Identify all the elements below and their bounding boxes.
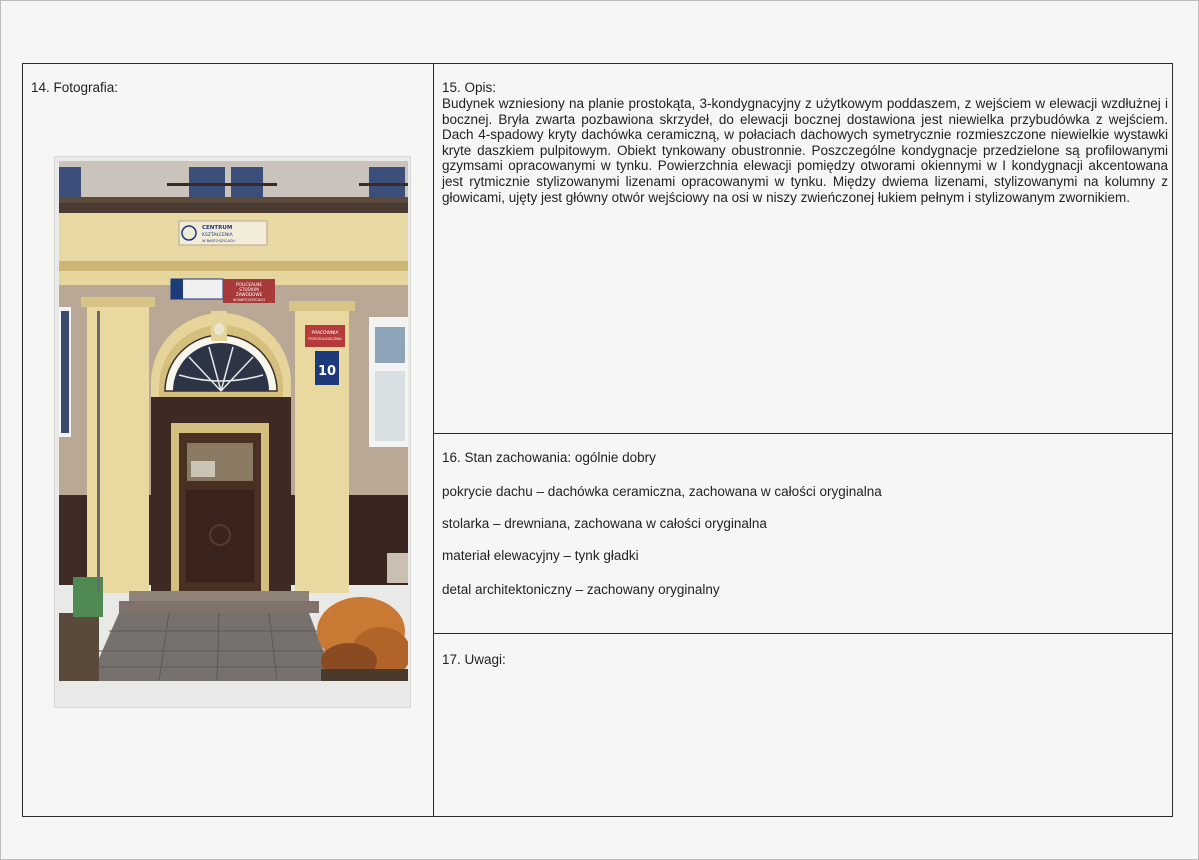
sign-center-line3: W BARTOSZYCACH xyxy=(202,239,235,243)
photo-cell xyxy=(23,64,434,816)
remarks-cell xyxy=(434,634,1172,816)
sign-ped-line4: W BARTOSZYCACH xyxy=(233,298,265,302)
sign-center-line1: CENTRUM xyxy=(202,225,233,231)
sign-psych-line2: PSYCHOLOGICZNA xyxy=(308,337,342,341)
condition-label: 16. Stan zachowania: ogólnie dobry xyxy=(442,450,656,465)
building-photo-illustration xyxy=(59,161,408,681)
sign-ped-line1: POLICEALNE xyxy=(236,282,262,287)
condition-cell xyxy=(434,434,1172,634)
sign-psych-line1: PRACOWNIA xyxy=(311,331,339,336)
condition-item-joinery: stolarka – drewniana, zachowana w całości oryginalna xyxy=(442,516,767,531)
sign-ped-line3: ZAWODOWE xyxy=(235,292,263,297)
description-label: 15. Opis: xyxy=(442,80,497,95)
record-card-table xyxy=(22,63,1173,817)
description-text: Budynek wzniesiony na planie prostokąta, 3-kondygnacyjny z użytkowym poddaszem, z wejściem w elewacji wzdłużnej i bocznej. Bryła zwarta pozbawiona skrzydeł, do elewacji bocznej dostawiona jest niewielka przybudówka z wejściem. Dach 4-spadowy kryty dachówka ceramiczną, w połaciach dachowych symetrycznie rozmieszczone niewielkie wystawki kryte daszkiem pulpitowym. Obiekt tynkowany obustronnie. Poszczególne kondygnacje przedzielone są profilowanymi gzymsami opracowanymi w tynku. Powierzchnia elewacji pomiędzy otworami okiennymi w I kondygnacji akcentowana jest rytmicznie stylizowanymi lizenami opracowanymi w tynku. Między dwiema lizenami, stylizowanymi na kolumny z głowicami, ujęty jest główny otwór wejściowy na osi w niszy zwieńczonej łukiem pełnym i stylizowanym zwornikiem. xyxy=(442,96,1168,205)
building-photo xyxy=(54,156,411,708)
remarks-label: 17. Uwagi: xyxy=(442,652,506,667)
house-number: 10 xyxy=(317,364,337,379)
condition-item-detail: detal architektoniczny – zachowany oryginalny xyxy=(442,582,720,597)
sign-ped-line2: STUDIUM xyxy=(239,287,259,292)
details-column xyxy=(434,64,1172,816)
sign-center-line2: KSZTAŁCENIA xyxy=(202,233,233,238)
photo-label: 14. Fotografia: xyxy=(31,80,119,95)
description-cell xyxy=(434,64,1172,434)
condition-item-roof: pokrycie dachu – dachówka ceramiczna, zachowana w całości oryginalna xyxy=(442,484,882,499)
condition-item-facade: materiał elewacyjny – tynk gładki xyxy=(442,548,639,563)
